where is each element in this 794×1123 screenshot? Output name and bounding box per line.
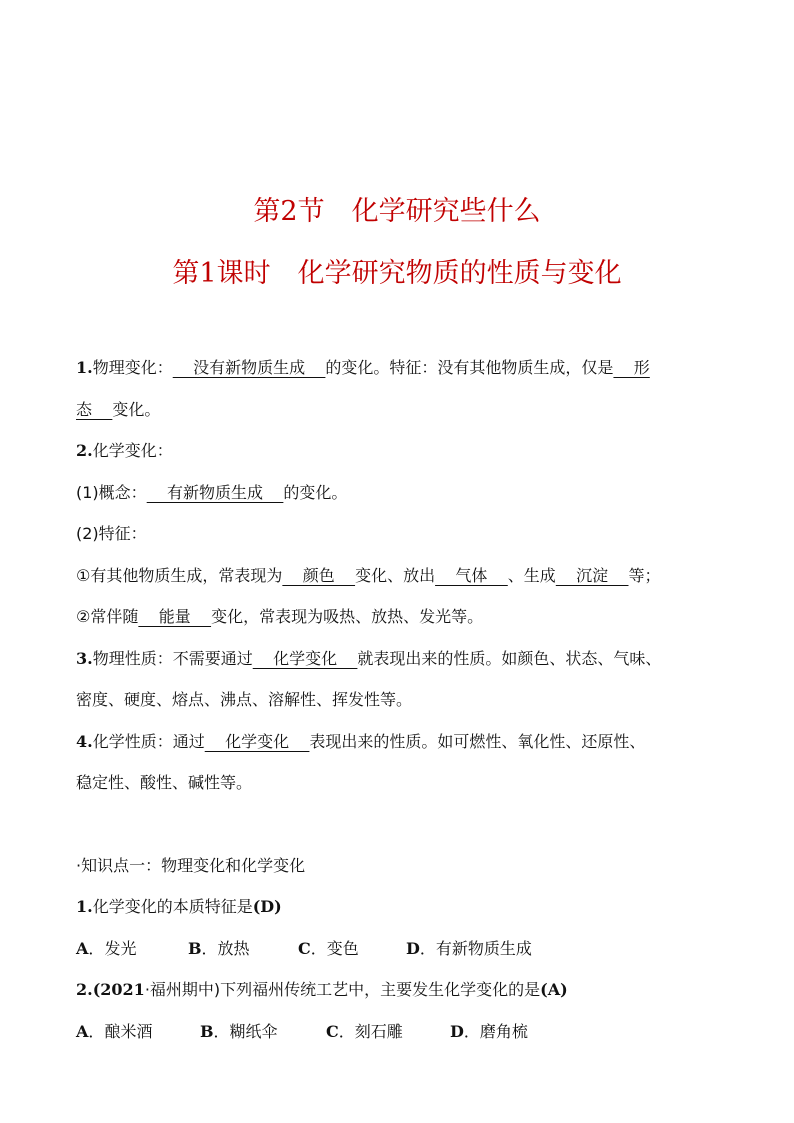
question-1-options: [76, 928, 736, 970]
option-a: A．酿米酒: [76, 1021, 153, 1041]
answer-blank: 形: [613, 358, 650, 377]
question-1: 1.化学变化的本质特征是(D): [76, 897, 282, 916]
answer: (D): [252, 897, 282, 916]
summary-item-2-1: (1)概念： 有新物质生成 的变化。: [76, 482, 348, 502]
option-c: C．变色: [298, 938, 359, 958]
summary-item-2: 2.化学变化：: [76, 441, 173, 460]
summary-item-1-cont: 态 变化。: [76, 399, 161, 419]
answer-blank: 有新物质生成: [146, 482, 284, 502]
option-c: C．刻石雕: [326, 1021, 403, 1041]
answer-blank: 化学变化: [204, 731, 310, 751]
option-b: B．放热: [188, 938, 250, 958]
summary-item-4-cont: 稳定性、酸性、碱性等。: [76, 773, 253, 792]
answer-blank: 沉淀: [555, 565, 629, 585]
lesson-title: 第1课时 化学研究物质的性质与变化: [172, 258, 622, 289]
question-2: 2.(2021·福州期中)下列福州传统工艺中，主要发生化学变化的是(A): [76, 980, 568, 999]
answer-blank: 化学变化: [252, 648, 358, 668]
summary-item-1: 1.物理变化： 没有新物质生成 的变化。特征：没有其他物质生成，仅是 形: [76, 358, 650, 377]
summary-item-2-2-b: ②常伴随 能量 变化，常表现为吸热、放热、发光等。: [76, 607, 484, 626]
answer-blank: 气体: [435, 565, 508, 585]
summary-item-3: 3.物理性质：不需要通过 化学变化 就表现出来的性质。如颜色、状态、气味、: [76, 648, 662, 668]
option-a: A．发光: [76, 938, 137, 958]
summary-item-4: 4.化学性质：通过 化学变化 表现出来的性质。如可燃性、氧化性、还原性、: [76, 731, 646, 751]
summary-item-2-2: (2)特征：: [76, 524, 147, 543]
answer-blank: 态: [76, 399, 113, 419]
document-body: [76, 347, 736, 1052]
answer-blank: 没有新物质生成: [172, 358, 326, 377]
option-d: D．磨角梳: [450, 1021, 528, 1041]
answer-blank: 颜色: [282, 565, 356, 585]
section-title: 第2节 化学研究些什么: [253, 196, 541, 227]
title-block: [0, 192, 794, 294]
question-2-options: [76, 1011, 736, 1053]
option-d: D．有新物质生成: [406, 938, 532, 958]
section-heading: ·知识点一：物理变化和化学变化: [76, 855, 306, 875]
summary-item-2-2-a: ①有其他物质生成，常表现为 颜色 变化、放出 气体 、生成 沉淀 等；: [76, 565, 661, 585]
answer-blank: 能量: [138, 607, 212, 626]
answer: (A): [540, 980, 568, 999]
summary-item-3-cont: 密度、硬度、熔点、沸点、溶解性、挥发性等。: [76, 690, 413, 709]
option-b: B．糊纸伞: [200, 1021, 278, 1041]
